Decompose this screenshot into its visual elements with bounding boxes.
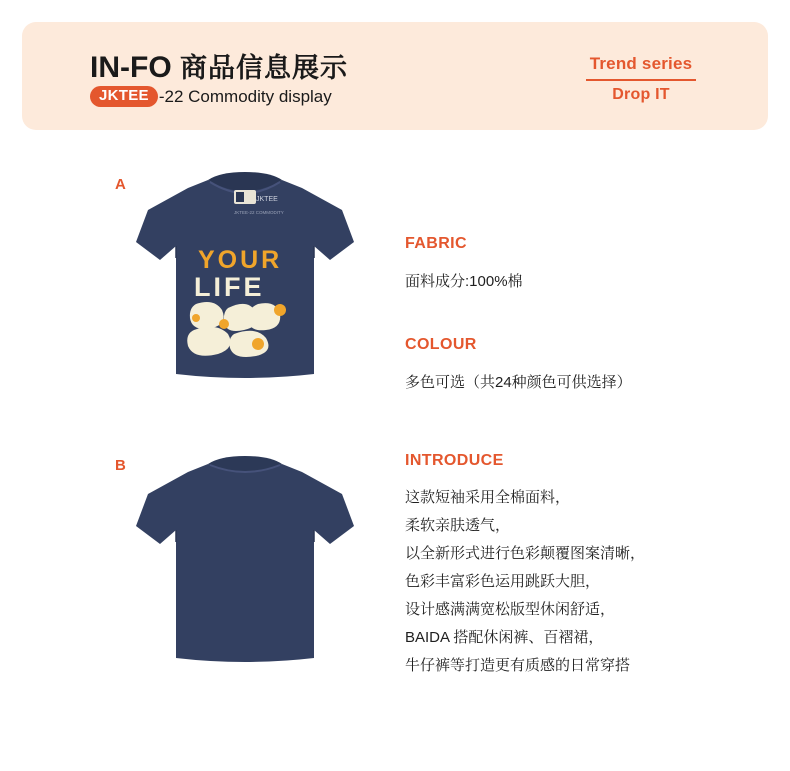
introduce-line: 设计感满满宽松版型休闲舒适， [405, 601, 616, 618]
tshirt-front-icon [130, 168, 360, 388]
page-title-en: IN-FO [90, 51, 172, 84]
svg-text:LIFE: LIFE [194, 272, 265, 302]
introduce-line: BAIDA 搭配休闲裤、百褶裙， [405, 629, 604, 646]
marker-b: B [115, 457, 126, 474]
tshirt-back-icon [130, 450, 360, 675]
introduce-line: 牛仔裤等打造更有质感的日常穿搭 [405, 657, 631, 674]
page-title-cn: 商品信息展示 [180, 53, 348, 83]
fabric-label: FABRIC [405, 235, 467, 252]
svg-text:JKTEE-22 COMMODITY: JKTEE-22 COMMODITY [234, 210, 284, 215]
page-title [90, 46, 348, 85]
trend-series-block [566, 54, 716, 104]
product-image-back [130, 450, 360, 675]
brand-badge: JKTEE [90, 86, 158, 107]
introduce-line: 色彩丰富彩色运用跳跃大胆， [405, 573, 601, 590]
colour-value: 多色可选（共24种颜色可供选择） [405, 374, 632, 391]
trend-series-label: Trend series [589, 54, 693, 73]
drop-it-label: Drop IT [612, 86, 670, 103]
introduce-label: INTRODUCE [405, 452, 504, 469]
introduce-line: 以全新形式进行色彩颠覆图案清晰， [405, 545, 646, 562]
colour-label: COLOUR [405, 336, 477, 353]
introduce-text [405, 484, 745, 680]
svg-text:YOUR: YOUR [198, 246, 283, 274]
fabric-value: 面料成分:100%棉 [405, 273, 523, 290]
header-inner [22, 22, 768, 130]
svg-text:JKTEE: JKTEE [256, 196, 278, 203]
introduce-line: 柔软亲肤透气， [405, 517, 511, 534]
marker-a: A [115, 176, 126, 193]
subtitle-row [90, 86, 332, 107]
trend-divider [586, 79, 696, 81]
subtitle-text: -22 Commodity display [158, 86, 332, 106]
header-banner [22, 22, 768, 130]
product-image-front [130, 168, 360, 388]
introduce-line: 这款短袖采用全棉面料， [405, 489, 571, 506]
